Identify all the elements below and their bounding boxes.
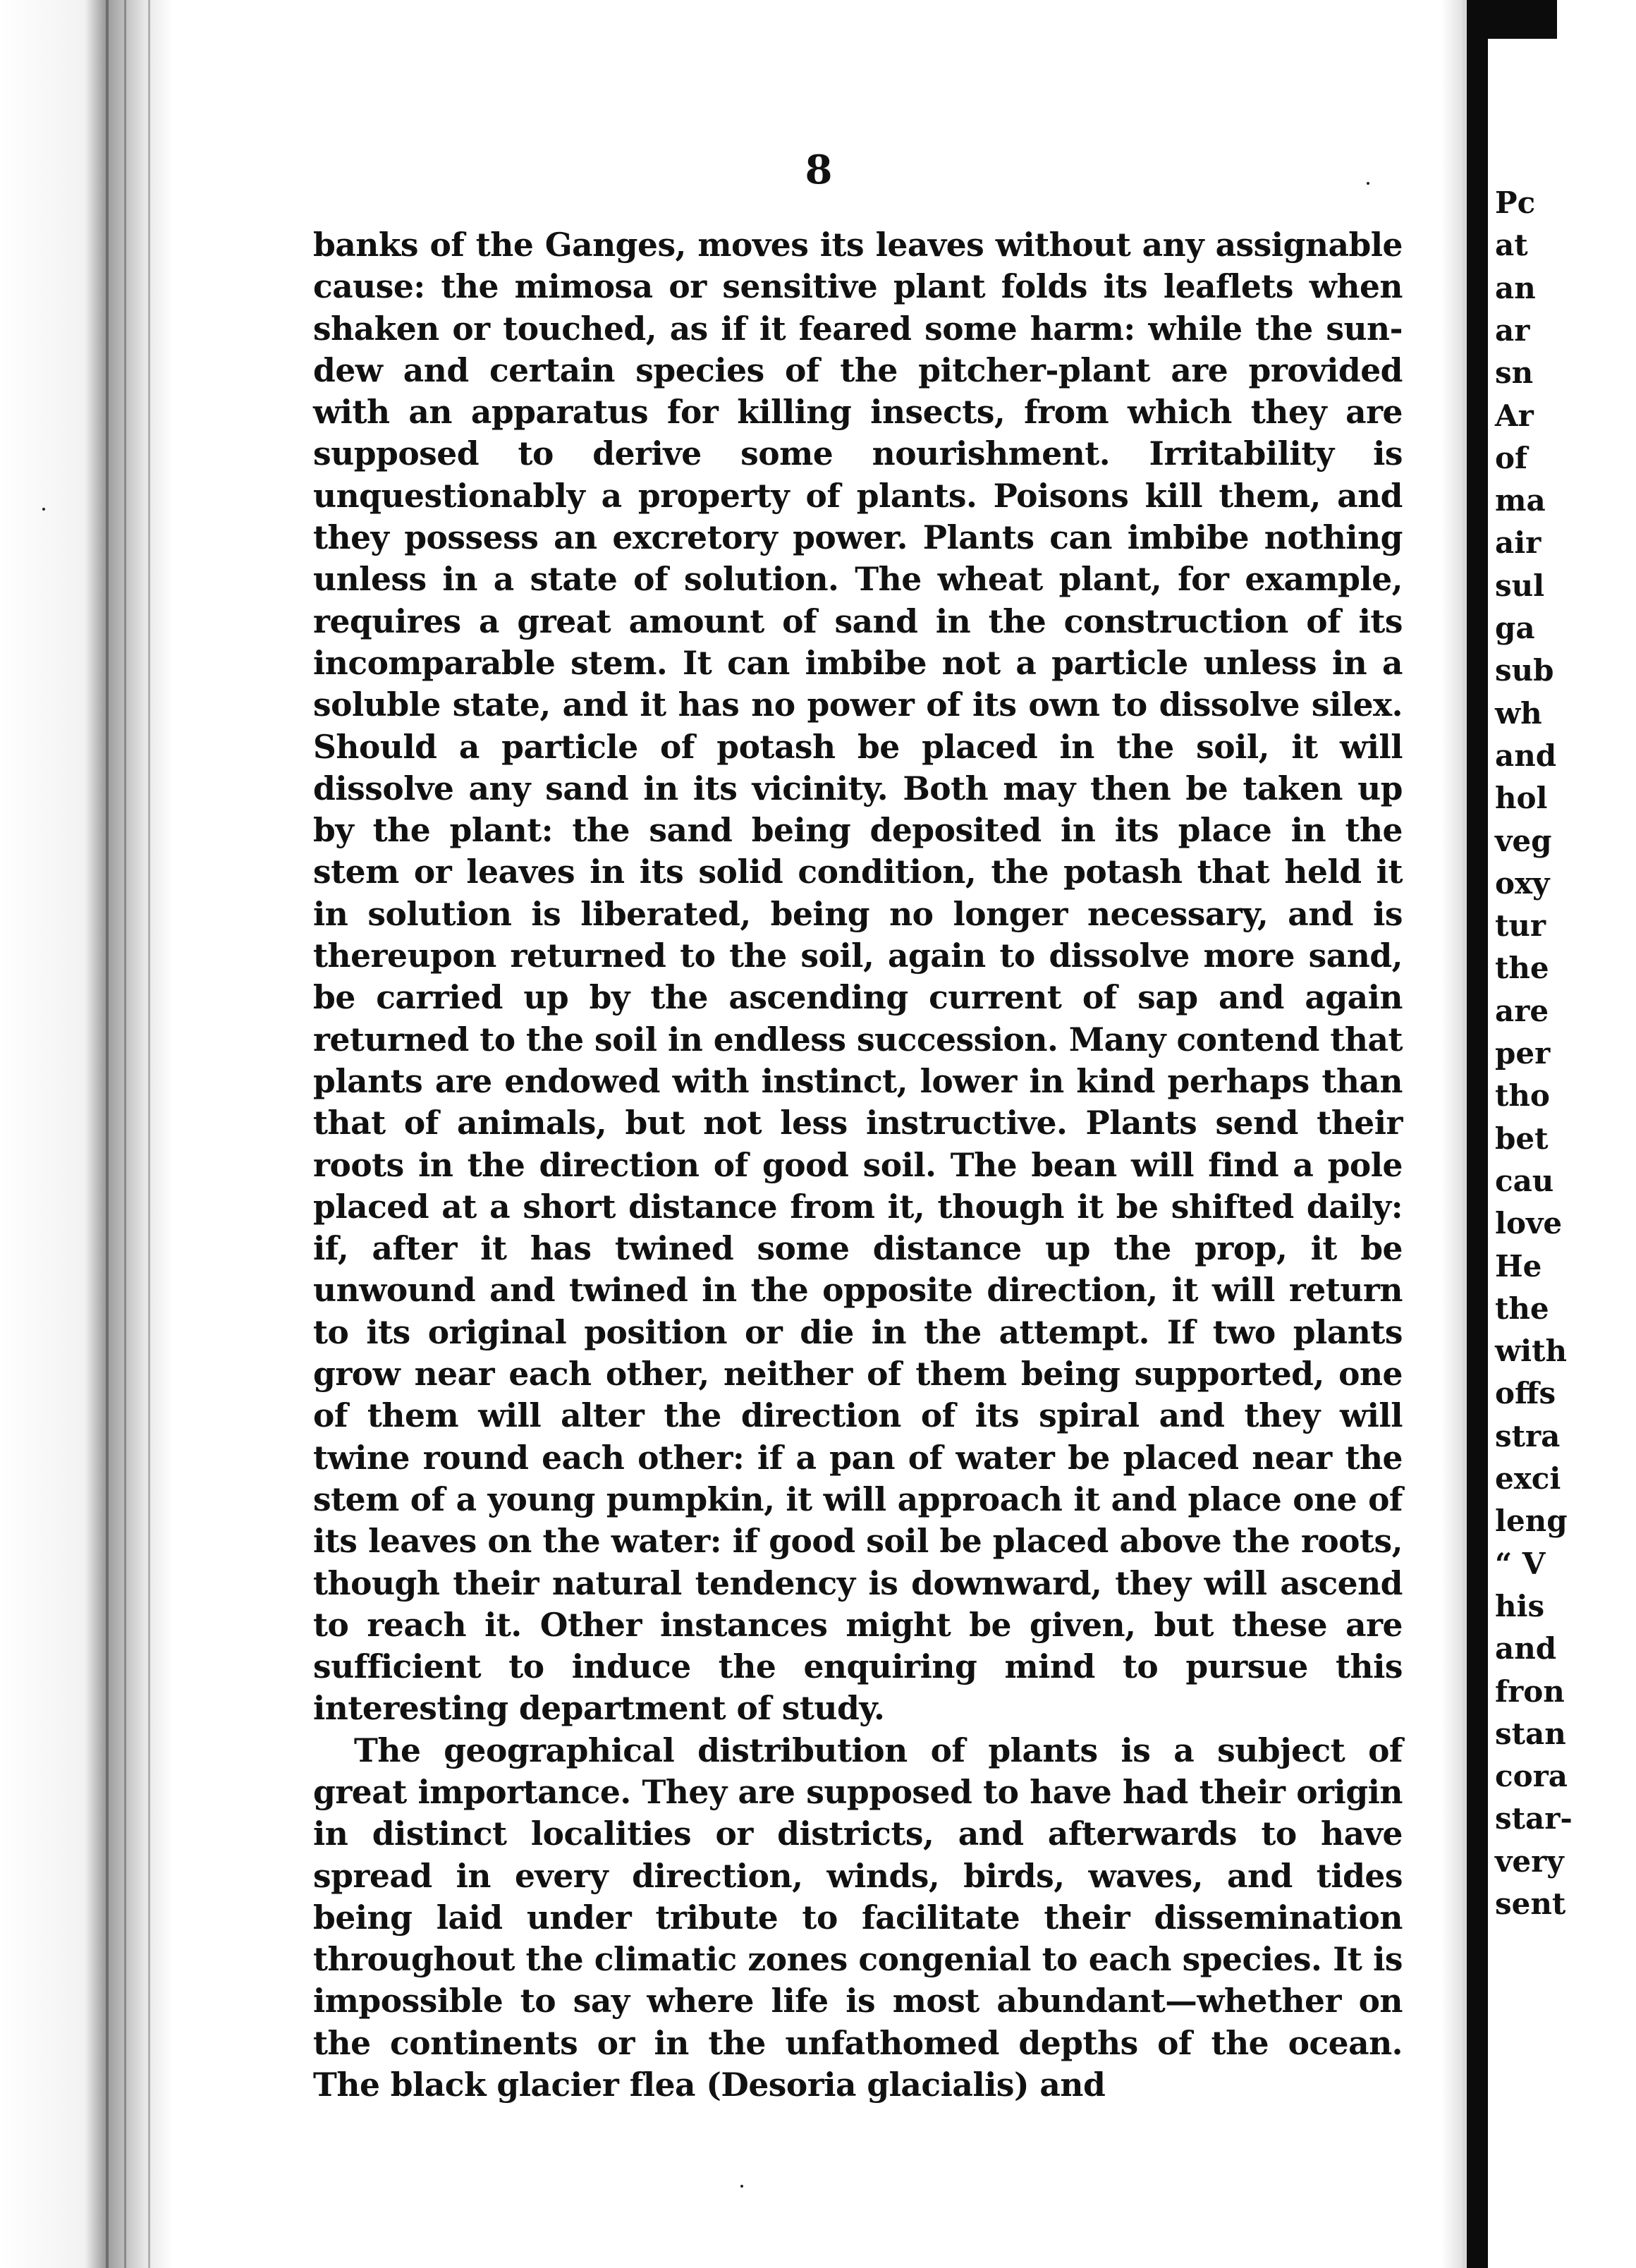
facing-page-fragment: hol bbox=[1495, 781, 1548, 816]
facing-page-fragment: fron bbox=[1495, 1673, 1565, 1709]
facing-page-fragment: sub bbox=[1495, 653, 1554, 688]
facing-page-fragment: exci bbox=[1495, 1461, 1561, 1496]
paragraph: banks of the Ganges, moves its leaves without any assignable cause: the mimosa or sensitive plant folds its leaflets when shaken or touched, as if it feared some harm: while the sun-dew and certain species of the pitcher-plant are provided with an apparatus for killing insects, from which they are supposed to derive some nourishment. Irritability is unquestionably a property of plants. Poisons kill them, and they possess an excretory power. Plants can imbibe nothing unless in a state of solution. The wheat plant, for example, requires a great amount of sand in the construction of its incomparable stem. It can imbibe not a particle unless in a soluble state, and it has no power of its own to dissolve silex. Should a particle of potash be placed in the soil, it will dissolve any sand in its vicinity. Both may then be taken up by the plant: the sand being deposited in its place in the stem or leaves in its solid condition, the potash that held it in solution is liberated, being no longer necessary, and is thereupon returned to the soil, again to dissolve more sand, be carried up by the ascending current of sap and again returned to the soil in endless succession. Many contend that plants are endowed with instinct, lower in kind perhaps than that of animals, but not less instructive. Plants send their roots in the direction of good soil. The bean will find a pole placed at a short distance from it, though it be shifted daily: if, after it has twined some distance up the prop, it be unwound and twined in the opposite direction, it will return to its original position or die in the attempt. If two plants grow near each other, neither of them being supported, one of them will alter the direction of its spiral and they will twine round each other: if a pan of water be placed near the stem of a young pumpkin, it will approach it and place one of its leaves on the water: if good soil be placed above the roots, though their natural tendency is downward, they will ascend to reach it. Other instances might be given, but these are sufficient to induce the enquiring mind to pursue this interesting department of study. bbox=[313, 226, 1403, 1728]
facing-page-fragment: cau bbox=[1495, 1163, 1554, 1198]
page-number: 8 bbox=[805, 147, 833, 193]
gutter-line bbox=[148, 0, 150, 2268]
facing-page-fragment: sn bbox=[1495, 355, 1534, 391]
facing-page-fragment: air bbox=[1495, 525, 1542, 561]
print-speck bbox=[1367, 182, 1369, 185]
facing-page-fragment: wh bbox=[1495, 695, 1542, 731]
binding-gutter bbox=[0, 0, 176, 2268]
facing-page-fragment: of bbox=[1495, 440, 1528, 475]
facing-page-fragment: Pc bbox=[1495, 185, 1536, 220]
facing-page-fragment: ma bbox=[1495, 483, 1546, 518]
print-speck bbox=[42, 508, 45, 511]
facing-page-fragment: at bbox=[1495, 228, 1528, 263]
facing-page-fragment: star- bbox=[1495, 1801, 1573, 1836]
facing-page-fragment: per bbox=[1495, 1036, 1551, 1071]
facing-page-fragment: offs bbox=[1495, 1376, 1556, 1411]
facing-page-fragment: leng bbox=[1495, 1504, 1568, 1539]
facing-page-fragment: an bbox=[1495, 270, 1536, 305]
page-body-text bbox=[313, 224, 1403, 2106]
facing-page-fragment: the bbox=[1495, 1291, 1549, 1326]
facing-page-fragment: stra bbox=[1495, 1418, 1561, 1453]
facing-page-fragment: ga bbox=[1495, 611, 1535, 645]
facing-page-fragment: his bbox=[1495, 1588, 1545, 1623]
facing-page-fragment: ar bbox=[1495, 312, 1530, 348]
facing-page-fragment: tho bbox=[1495, 1078, 1550, 1114]
facing-page-edge bbox=[1488, 39, 1573, 2268]
facing-page-fragment: love bbox=[1495, 1206, 1563, 1241]
paragraph: The geographical distribution of plants is a subject of great importance. They are supposed to have had their origin in distinct localities or districts, and afterwards to have spread in every direction, winds, birds, waves, and tides being laid under tribute to facilitate their dissemination throughout the climatic zones congenial to each species. It is impossible to say where life is most abundant—whether on the continents or in the unfathomed depths of the ocean. The black glacier flea (Desoria glacialis) and bbox=[313, 1731, 1403, 2104]
print-speck bbox=[740, 2185, 743, 2188]
facing-page-fragment: and bbox=[1495, 1631, 1557, 1666]
book-page bbox=[175, 0, 1467, 2268]
facing-page-fragment: “ V bbox=[1495, 1546, 1546, 1581]
facing-page-fragment: the bbox=[1495, 951, 1549, 986]
gutter-line bbox=[106, 0, 109, 2268]
facing-page-fragment: Ar bbox=[1495, 398, 1534, 433]
facing-page-fragment: sent bbox=[1495, 1886, 1566, 1921]
facing-page-fragment: He bbox=[1495, 1248, 1542, 1284]
facing-page-fragment: tur bbox=[1495, 908, 1546, 944]
facing-page-fragment: bet bbox=[1495, 1121, 1549, 1156]
gutter-line bbox=[124, 0, 126, 2268]
facing-page-fragment: with bbox=[1495, 1334, 1568, 1369]
facing-page-fragment: cora bbox=[1495, 1759, 1568, 1794]
facing-page-fragment: sul bbox=[1495, 568, 1545, 603]
facing-page-fragment: are bbox=[1495, 993, 1549, 1028]
facing-page-fragment: stan bbox=[1495, 1716, 1566, 1751]
facing-page-fragment: very bbox=[1495, 1843, 1564, 1879]
facing-page-fragment: and bbox=[1495, 738, 1557, 773]
facing-page-fragment: oxy bbox=[1495, 865, 1550, 901]
facing-page-fragment: veg bbox=[1495, 823, 1552, 858]
page-edge-shadow bbox=[1441, 0, 1463, 2268]
